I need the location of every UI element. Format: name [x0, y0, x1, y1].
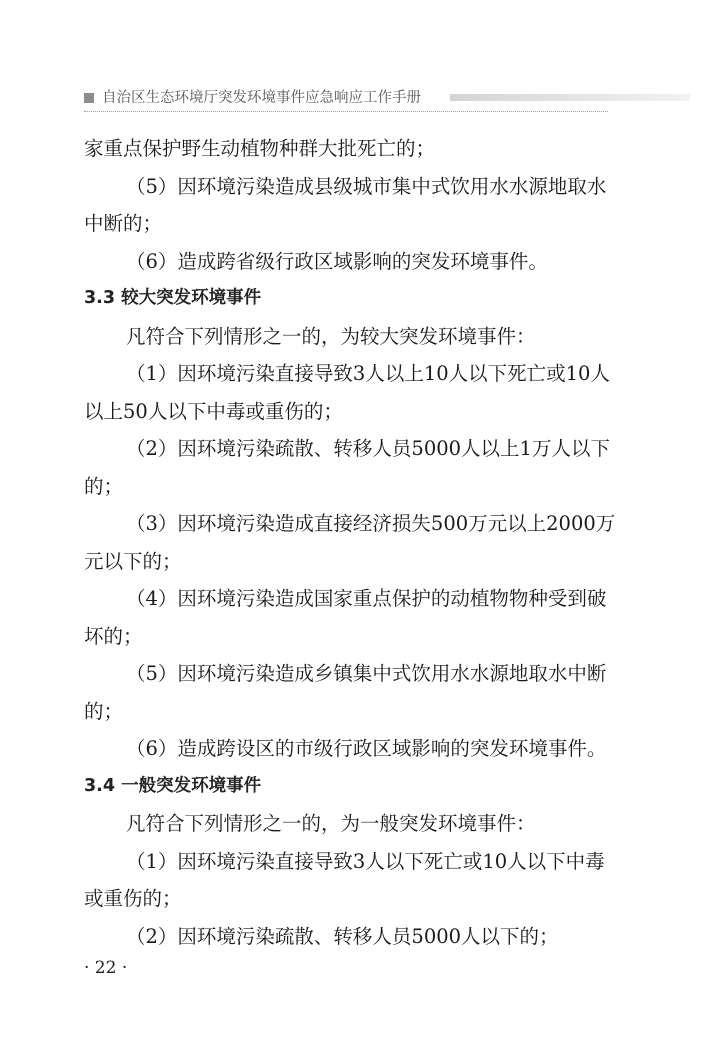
body-line: （3）因环境污染造成直接经济损失500万元以上2000万 — [126, 512, 616, 535]
header-square-icon — [84, 93, 94, 103]
body-line: （6）造成跨设区的市级行政区域影响的突发环境事件。 — [126, 737, 607, 760]
body-line: （1）因环境污染直接导致3人以下死亡或10人以下中毒 — [126, 849, 605, 873]
body-line: （5）因环境污染造成县级城市集中式饮用水水源地取水 — [126, 174, 607, 198]
body-line: 中断的； — [84, 212, 163, 235]
body-line: （2）因环境污染疏散、转移人员5000人以上1万人以下 — [126, 437, 610, 460]
body-line: 的； — [84, 474, 124, 498]
body-line: 元以下的； — [84, 549, 182, 573]
header-decorative-bar — [450, 94, 690, 101]
body-line: （6）造成跨省级行政区域影响的突发环境事件。 — [126, 249, 548, 273]
body-line: （2）因环境污染疏散、转移人员5000人以下的； — [126, 924, 559, 948]
body-line: 坏的； — [84, 624, 143, 648]
section-heading-3-3: 3.3 较大突发环境事件 — [84, 288, 262, 308]
header-dotted-rule — [84, 111, 608, 112]
body-line: （1）因环境污染直接导致3人以上10人以下死亡或10人 — [126, 362, 610, 385]
body-line: 的； — [84, 699, 124, 723]
body-line: 以上50人以下中毒或重伤的； — [84, 399, 343, 423]
body-line: 家重点保护野生动植物种群大批死亡的； — [84, 137, 436, 160]
page-number: · 22 · — [84, 958, 128, 978]
header-title: 自治区生态环境厅突发环境事件应急响应工作手册 — [102, 90, 421, 106]
body-line: （5）因环境污染造成乡镇集中式饮用水水源地取水中断 — [126, 662, 607, 685]
section-heading-3-4: 3.4 一般突发环境事件 — [84, 775, 262, 796]
body-line: （4）因环境污染造成国家重点保护的动植物物种受到破 — [126, 587, 607, 610]
body-line: 或重伤的； — [84, 887, 182, 910]
body-line: 凡符合下列情形之一的，为较大突发环境事件： — [126, 324, 536, 348]
page-body — [84, 130, 616, 955]
body-line: 凡符合下列情形之一的，为一般突发环境事件： — [126, 812, 536, 835]
running-header — [84, 86, 608, 112]
